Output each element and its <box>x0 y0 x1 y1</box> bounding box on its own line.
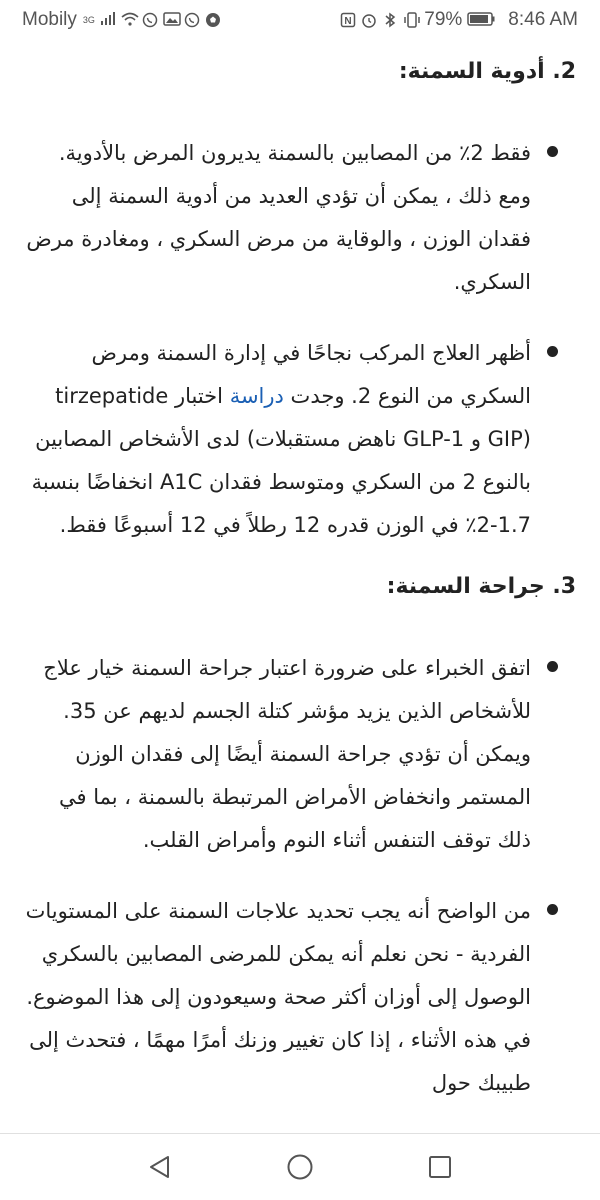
section-heading-medications: 2. أدوية السمنة: <box>398 59 576 84</box>
back-button[interactable] <box>140 1147 180 1187</box>
bullet-text-before-link: أظهر العلاج المركب نجاحًا في إدارة السمنة ومرض السكري من النوع 2. وجدت <box>91 341 531 408</box>
bluetooth-icon <box>382 12 398 28</box>
bullet-icon <box>547 146 558 157</box>
home-icon <box>286 1153 314 1181</box>
navigation-bar <box>0 1134 600 1200</box>
home-button[interactable] <box>280 1147 320 1187</box>
nfc-icon <box>340 12 356 28</box>
bullet-icon <box>547 661 558 672</box>
battery-icon <box>467 12 495 28</box>
recents-icon <box>428 1155 452 1179</box>
whatsapp-icon <box>142 12 158 28</box>
battery-percent: 79% <box>424 9 463 30</box>
bullet-icon <box>547 346 558 357</box>
carrier-name: Mobily <box>22 9 77 30</box>
soccer-icon <box>205 12 221 28</box>
section-heading-surgery: 3. جراحة السمنة: <box>386 574 576 599</box>
status-right <box>340 9 578 31</box>
signal-icon <box>100 12 116 28</box>
network-type: 3G <box>82 15 95 25</box>
whatsapp-icon <box>184 12 200 28</box>
wifi-icon <box>121 12 137 28</box>
study-link[interactable]: دراسة <box>229 384 284 408</box>
status-left <box>22 9 221 31</box>
list-item <box>24 647 576 862</box>
image-icon <box>163 12 179 28</box>
vibrate-icon <box>403 12 419 28</box>
list-item <box>24 332 576 547</box>
bullet-text: من الواضح أنه يجب تحديد علاجات السمنة على المستويات الفردية - نحن نعلم أنه يمكن للمرضى المصابين بالسكري الوصول إلى أوزان أكثر صحة وسيعودون إلى هذا الموضوع. في هذه الأثناء ، إذا كان تغيير وزنك أمرًا مهمًا ، فتحدث إلى طبيبك حول <box>25 899 531 1095</box>
clock-time: 8:46 AM <box>508 9 578 30</box>
list-item <box>24 132 576 304</box>
bullet-text-after-link: اختبار tirzepatide (GIP و GLP-1 ناهض مستقبلات) لدى الأشخاص المصابين بالنوع 2 من السكري ومتوسط فقدان A1C انخفاضًا بنسبة 1.7-2٪ في الوزن قدره 12 رطلاً في 12 أسبوعًا فقط. <box>31 384 531 537</box>
list-item <box>24 890 576 1105</box>
recents-button[interactable] <box>420 1147 460 1187</box>
svg-text:N: N <box>344 16 352 27</box>
bullet-text: اتفق الخبراء على ضرورة اعتبار جراحة السمنة خيار علاج للأشخاص الذين يزيد مؤشر كتلة الجسم لديهم عن 35. ويمكن أن تؤدي جراحة السمنة أيضًا إلى فقدان الوزن المستمر وانخفاض الأمراض المرتبطة بالسمنة ، بما في ذلك توقف التنفس أثناء النوم وأمراض القلب. <box>43 656 531 852</box>
bullet-text: فقط 2٪ من المصابين بالسمنة يديرون المرض بالأدوية. ومع ذلك ، يمكن أن تؤدي العديد من أدوية السمنة إلى فقدان الوزن ، والوقاية من مرض السكري ، ومغادرة مرض السكري. <box>26 141 531 294</box>
article-content <box>0 48 600 1130</box>
medications-list <box>24 132 576 547</box>
back-icon <box>147 1154 173 1180</box>
status-bar <box>0 0 600 40</box>
surgery-list <box>24 647 576 1105</box>
bullet-icon <box>547 904 558 915</box>
alarm-icon <box>361 12 377 28</box>
